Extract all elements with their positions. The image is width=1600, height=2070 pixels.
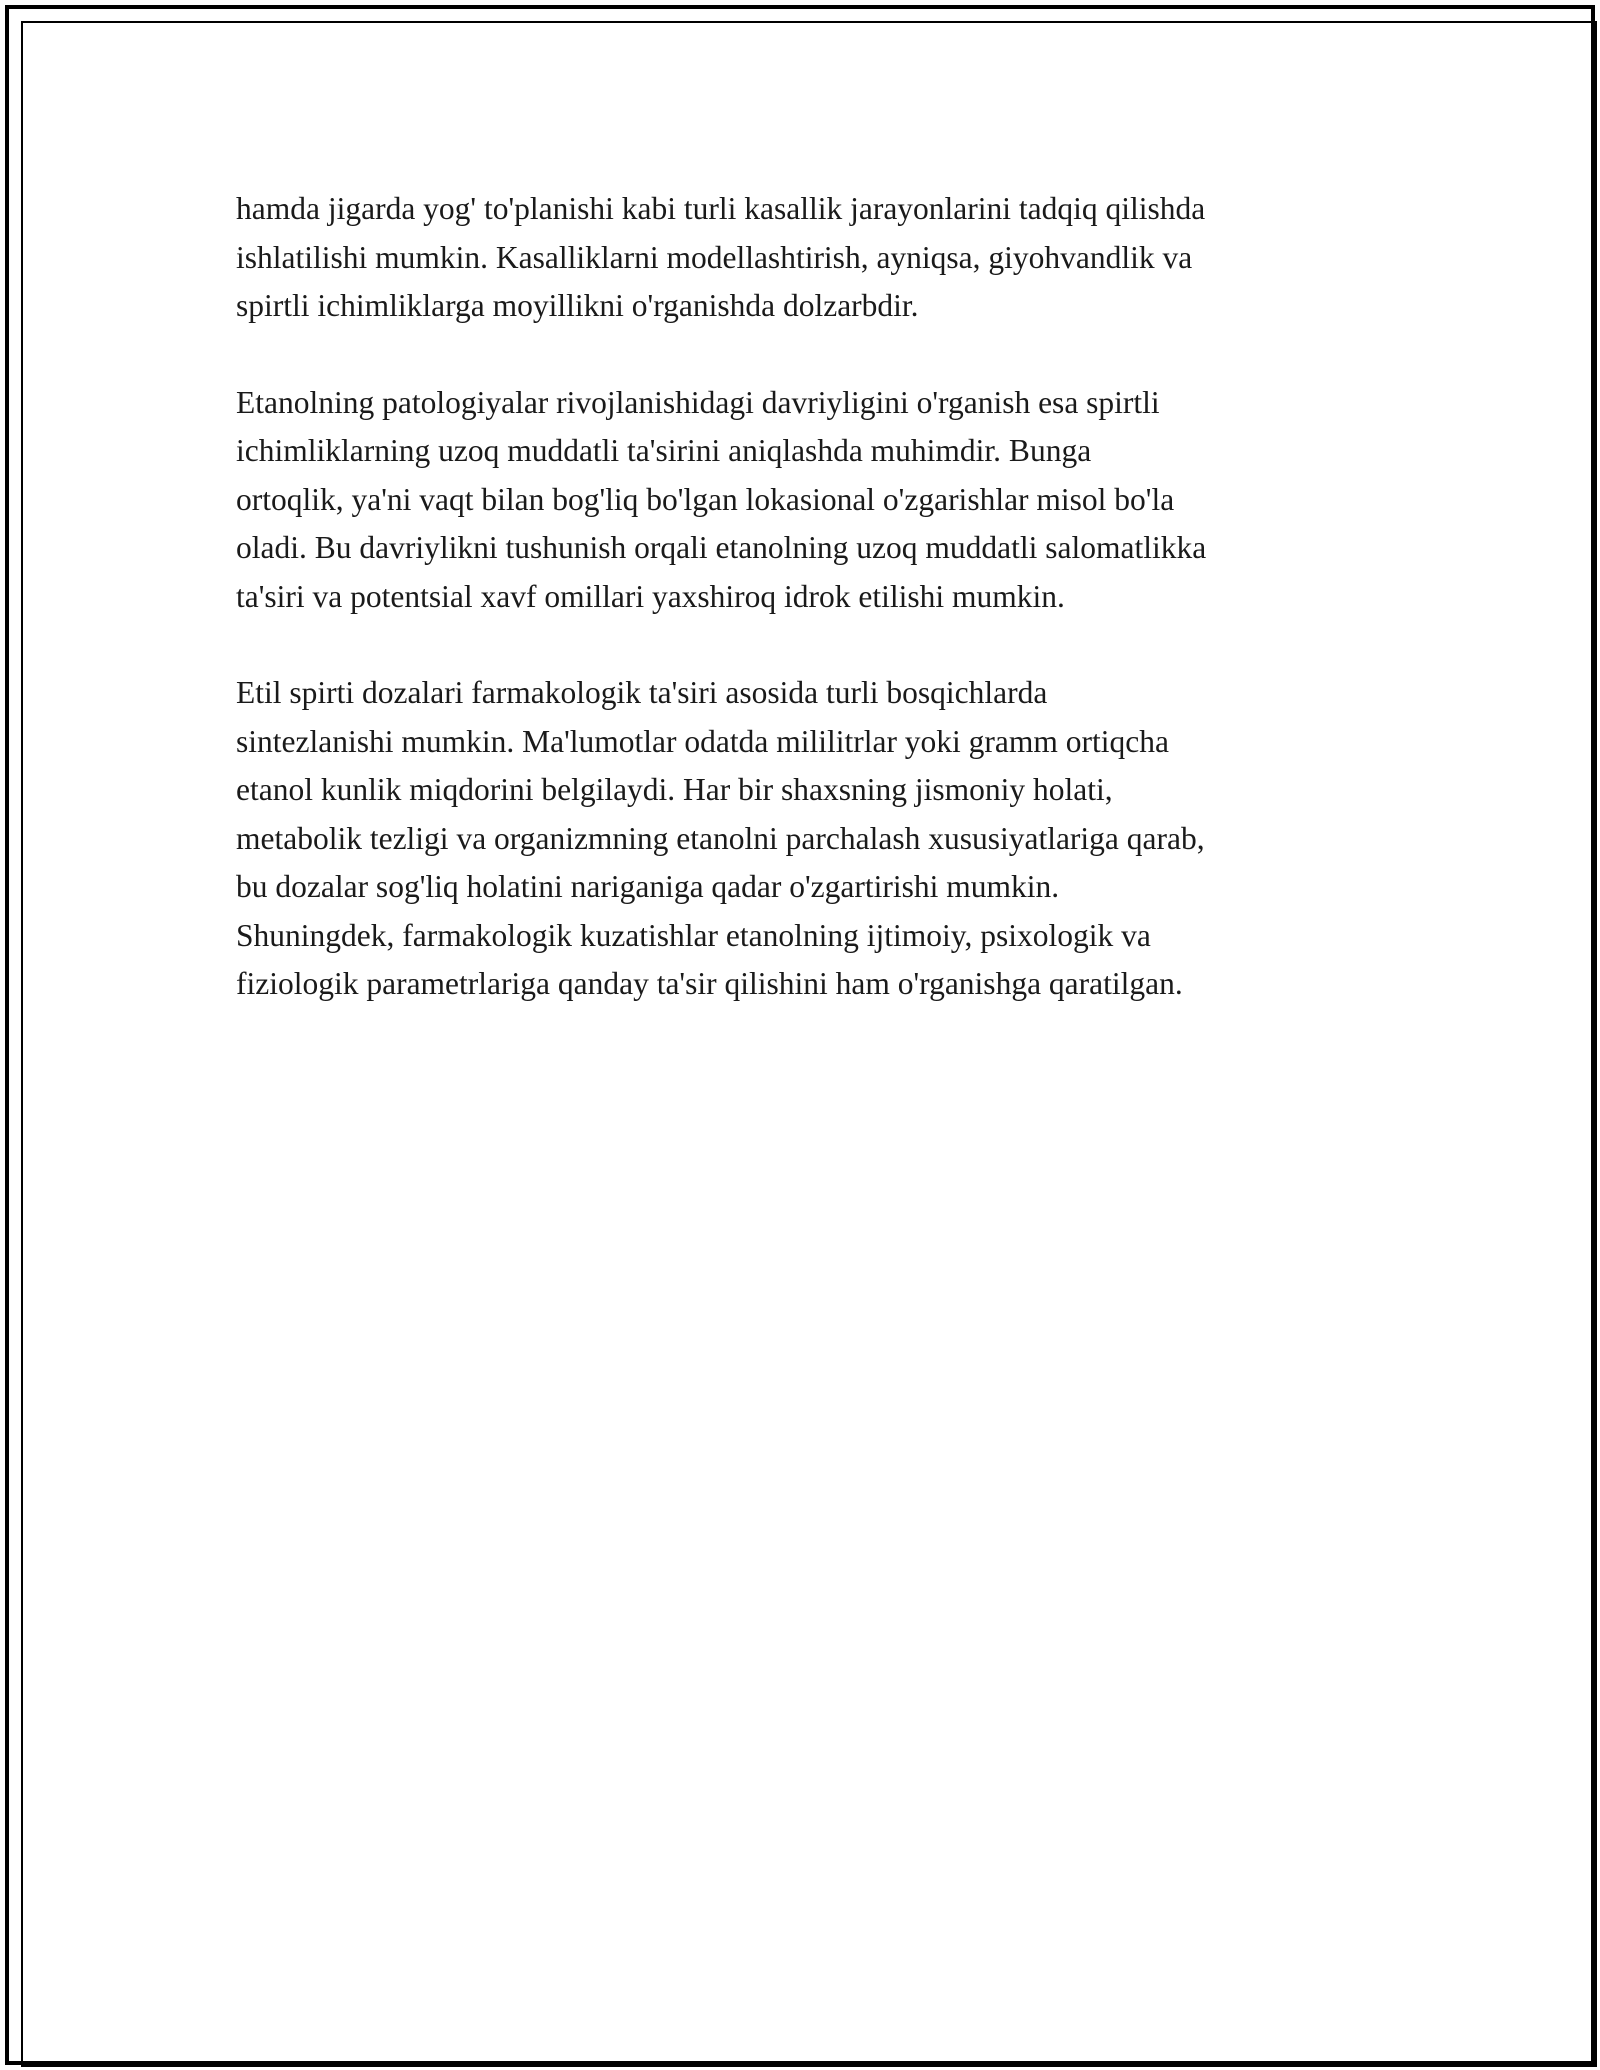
text-line: hamda jigarda yog' to'planishi kabi turli kasallik jarayonlarini tadqiq qilishda	[236, 191, 1206, 226]
text-line: ichimliklarning uzoq muddatli ta'sirini aniqlashda muhimdir. Bunga	[236, 433, 1092, 468]
text-line: etanol kunlik miqdorini belgilaydi. Har bir shaxsning jismoniy holati,	[236, 772, 1113, 807]
text-line: metabolik tezligi va organizmning etanolni parchalash xususiyatlariga qarab,	[236, 820, 1205, 856]
text-line: Etanolning patologiyalar rivojlanishidagi davriyligini o'rganish esa spirtli	[236, 384, 1160, 420]
text-line: Etil spirti dozalari farmakologik ta'siri asosida turli bosqichlarda	[236, 675, 1048, 710]
text-line: spirtli ichimliklarga moyillikni o'rganishda dolzarbdir.	[236, 288, 919, 323]
text-line: ishlatilishi mumkin. Kasalliklarni modellashtirish, ayniqsa, giyohvandlik va	[236, 239, 1193, 275]
paragraph-1	[236, 185, 1396, 331]
text-line: sintezlanishi mumkin. Ma'lumotlar odatda mililitrlar yoki gramm ortiqcha	[236, 723, 1169, 759]
text-line: ta'siri va potentsial xavf omillari yaxshiroq idrok etilishi mumkin.	[236, 578, 1065, 614]
paragraph-2	[236, 379, 1396, 622]
text-line: ortoqlik, ya'ni vaqt bilan bog'liq bo'lgan lokasional o'zgarishlar misol bo'la	[236, 481, 1175, 517]
text-line: oladi. Bu davriylikni tushunish orqali etanolning uzoq muddatli salomatlikka	[236, 530, 1207, 565]
document-body	[236, 185, 1396, 1057]
text-line: Shuningdek, farmakologik kuzatishlar etanolning ijtimoiy, psixologik va	[236, 917, 1151, 953]
text-line: bu dozalar sog'liq holatini nariganiga qadar o'zgartirishi mumkin.	[236, 869, 1060, 904]
paragraph-3	[236, 669, 1396, 1009]
text-line: fiziologik parametrlariga qanday ta'sir qilishini ham o'rganishga qaratilgan.	[236, 966, 1183, 1001]
